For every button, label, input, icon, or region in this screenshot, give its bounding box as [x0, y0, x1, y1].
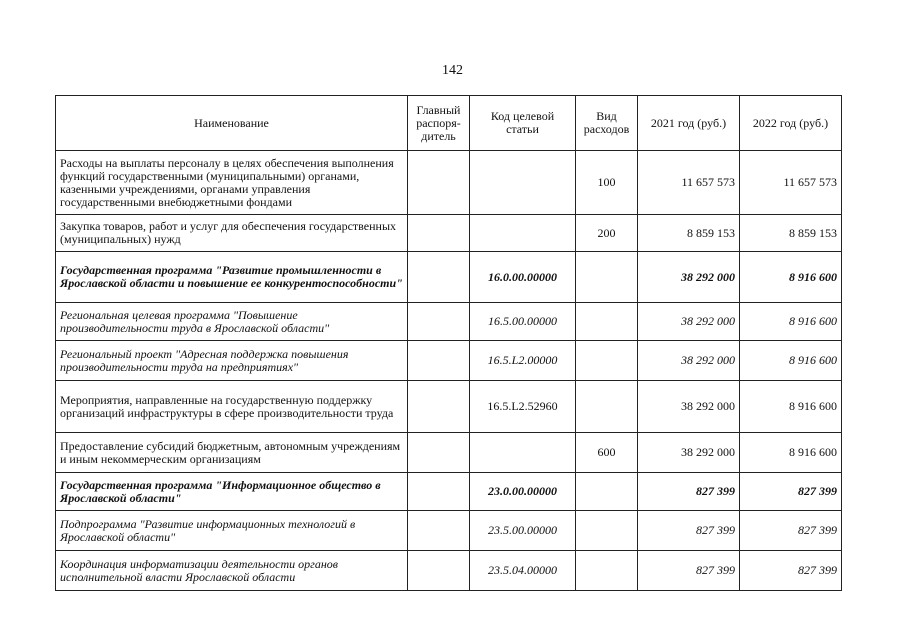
row-code: 23.5.00.00000: [470, 511, 576, 551]
row-2022: 827 399: [740, 511, 842, 551]
row-expense-type: [576, 473, 638, 511]
row-expense-type: 200: [576, 215, 638, 252]
row-2021: 38 292 000: [638, 252, 740, 303]
row-2022: 8 916 600: [740, 381, 842, 433]
row-2021: 8 859 153: [638, 215, 740, 252]
row-2022: 827 399: [740, 551, 842, 591]
table-row: [56, 551, 842, 591]
row-expense-type: [576, 303, 638, 341]
row-2022: 8 916 600: [740, 303, 842, 341]
row-code: [470, 151, 576, 215]
row-2021: 11 657 573: [638, 151, 740, 215]
header-year-2022: 2022 год (руб.): [740, 96, 842, 151]
row-2022: 8 859 153: [740, 215, 842, 252]
table-row: [56, 473, 842, 511]
row-2022: 8 916 600: [740, 252, 842, 303]
table-row: [56, 303, 842, 341]
row-2021: 38 292 000: [638, 303, 740, 341]
row-distributor: [408, 551, 470, 591]
row-distributor: [408, 252, 470, 303]
row-expense-type: [576, 341, 638, 381]
row-name: Государственная программа "Информационное общество в Ярославской области": [56, 473, 408, 511]
table-row: [56, 252, 842, 303]
row-code: 16.5.L2.00000: [470, 341, 576, 381]
row-2021: 827 399: [638, 551, 740, 591]
row-expense-type: 600: [576, 433, 638, 473]
row-name: Расходы на выплаты персоналу в целях обеспечения выполнения функций государственными (муниципальными) органами, казенными учреждениями, органами управления государственными внебюджетными фондами: [56, 151, 408, 215]
row-code: [470, 433, 576, 473]
table-row: [56, 151, 842, 215]
header-name: Наименование: [56, 96, 408, 151]
row-2022: 827 399: [740, 473, 842, 511]
row-expense-type: [576, 551, 638, 591]
row-name: Государственная программа "Развитие промышленности в Ярославской области и повышение ее конкурентоспособности": [56, 252, 408, 303]
row-code: [470, 215, 576, 252]
row-2022: 8 916 600: [740, 341, 842, 381]
row-name: Закупка товаров, работ и услуг для обеспечения государственных (муниципальных) нужд: [56, 215, 408, 252]
row-expense-type: [576, 381, 638, 433]
row-2021: 38 292 000: [638, 433, 740, 473]
table-row: [56, 341, 842, 381]
header-year-2021: 2021 год (руб.): [638, 96, 740, 151]
header-code: Код целевой статьи: [470, 96, 576, 151]
page-number: 142: [442, 63, 463, 78]
row-code: 16.0.00.00000: [470, 252, 576, 303]
row-expense-type: 100: [576, 151, 638, 215]
row-distributor: [408, 151, 470, 215]
row-expense-type: [576, 252, 638, 303]
header-expense-type: Вид расходов: [576, 96, 638, 151]
row-distributor: [408, 381, 470, 433]
table-row: [56, 433, 842, 473]
row-distributor: [408, 433, 470, 473]
table-row: [56, 381, 842, 433]
row-2021: 827 399: [638, 511, 740, 551]
row-2022: 8 916 600: [740, 433, 842, 473]
row-2021: 38 292 000: [638, 341, 740, 381]
row-name: Региональная целевая программа "Повышение производительности труда в Ярославской области": [56, 303, 408, 341]
row-name: Координация информатизации деятельности органов исполнительной власти Ярославской области: [56, 551, 408, 591]
table-row: [56, 215, 842, 252]
row-name: Региональный проект "Адресная поддержка повышения производительности труда на предприятиях": [56, 341, 408, 381]
header-distributor: Главный распоря-дитель: [408, 96, 470, 151]
row-distributor: [408, 473, 470, 511]
row-name: Мероприятия, направленные на государственную поддержку организаций инфраструктуры в сфере производительности труда: [56, 381, 408, 433]
row-distributor: [408, 341, 470, 381]
header-row: [56, 96, 842, 151]
row-code: 16.5.00.00000: [470, 303, 576, 341]
row-code: 23.5.04.00000: [470, 551, 576, 591]
row-2021: 827 399: [638, 473, 740, 511]
table-row: [56, 511, 842, 551]
row-code: 16.5.L2.52960: [470, 381, 576, 433]
row-name: Подпрограмма "Развитие информационных технологий в Ярославской области": [56, 511, 408, 551]
row-2022: 11 657 573: [740, 151, 842, 215]
row-distributor: [408, 215, 470, 252]
budget-table: [55, 95, 842, 591]
row-name: Предоставление субсидий бюджетным, автономным учреждениям и иным некоммерческим организациям: [56, 433, 408, 473]
row-distributor: [408, 303, 470, 341]
row-expense-type: [576, 511, 638, 551]
row-code: 23.0.00.00000: [470, 473, 576, 511]
row-2021: 38 292 000: [638, 381, 740, 433]
row-distributor: [408, 511, 470, 551]
